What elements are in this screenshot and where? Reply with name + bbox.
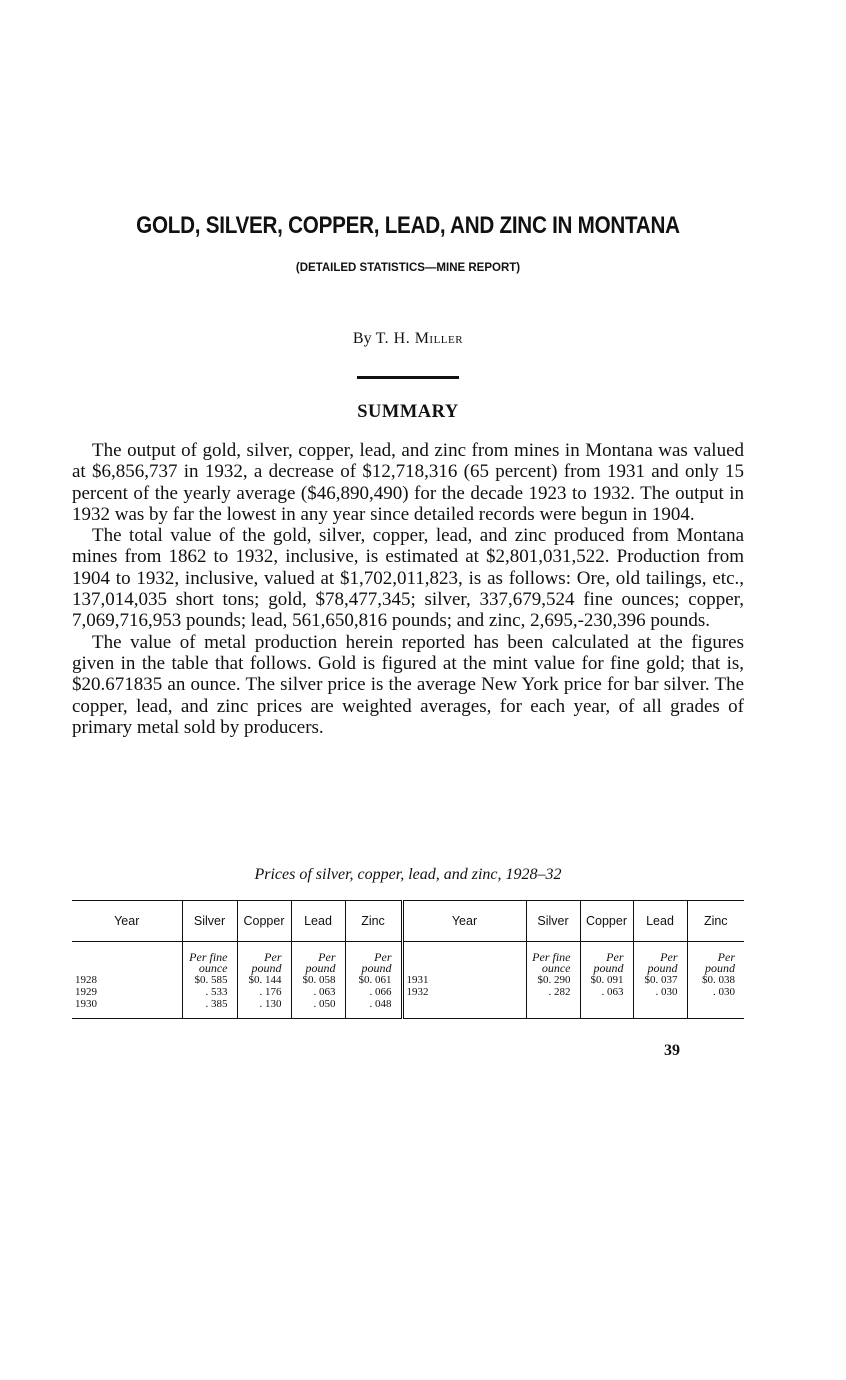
copper-cell <box>237 942 291 1019</box>
header-zinc: Zinc <box>687 901 744 942</box>
price-value: $0. 061 <box>358 974 392 986</box>
prices-table <box>72 900 744 1019</box>
unit-label: pound <box>361 961 392 975</box>
zinc-cell <box>687 942 744 1019</box>
header-copper: Copper <box>580 901 633 942</box>
price-value: . 030 <box>655 986 678 998</box>
header-lead: Lead <box>633 901 687 942</box>
unit-label: pound <box>647 961 678 975</box>
author-line <box>0 330 816 348</box>
table-caption: Prices of silver, copper, lead, and zinc, 1928–32 <box>254 866 562 883</box>
silver-cell <box>526 942 580 1019</box>
lead-cell <box>633 942 687 1019</box>
unit-label: Per <box>717 950 735 964</box>
year: 1929 <box>75 986 97 998</box>
price-value: $0. 058 <box>302 974 336 986</box>
header-copper: Copper <box>237 901 291 942</box>
price-value: . 050 <box>313 998 336 1010</box>
price-value: $0. 091 <box>590 974 624 986</box>
price-value: . 030 <box>713 986 735 998</box>
silver-cell <box>182 942 237 1019</box>
author-name: T. H. Miller <box>375 330 464 347</box>
price-value: . 176 <box>259 986 282 998</box>
document-subtitle: (DETAILED STATISTICS—MINE REPORT) <box>295 262 521 274</box>
unit-label: pound <box>593 961 624 975</box>
year-cell <box>402 942 526 1019</box>
header-silver: Silver <box>182 901 237 942</box>
price-value: . 385 <box>205 998 228 1010</box>
unit-label: Per fine <box>189 950 228 964</box>
unit-label: Per <box>318 950 336 964</box>
page-number: 39 <box>664 1042 680 1059</box>
paragraph: The output of gold, silver, copper, lead, and zinc from mines in Montana was valued at $6,856,737 in 1932, a decrease of $12,718,316 (65 percent) from 1931 and only 15 percent of the yearly average ($46,890,490) for the decade 1923 to 1932. The output in 1932 was by far the lowest in any year since detailed records were begun in 1904. <box>72 440 744 525</box>
paragraph: The value of metal production herein reported has been calculated at the figures given in the table that follows. Gold is figured at the mint value for fine gold; that is, $20.671835 an ounce. The silver price is the average New York price for bar silver. The copper, lead, and zinc prices are weighted averages, for each year, of all grades of primary metal sold by producers. <box>72 631 744 738</box>
price-value: . 066 <box>369 986 392 998</box>
price-value: . 063 <box>601 986 624 998</box>
document-title: GOLD, SILVER, COPPER, LEAD, AND ZINC IN MONTANA <box>136 212 680 239</box>
section-heading: SUMMARY <box>357 402 459 422</box>
unit-label: Per <box>660 950 678 964</box>
price-value: $0. 144 <box>248 974 282 986</box>
price-value: $0. 038 <box>702 974 735 986</box>
year-cell <box>72 942 182 1019</box>
price-value: $0. 585 <box>194 974 228 986</box>
year: 1931 <box>406 974 429 986</box>
header-year: Year <box>402 901 526 942</box>
table-header-row <box>72 901 744 942</box>
unit-label: pound <box>251 961 282 975</box>
summary-text <box>72 440 744 738</box>
author-by: By <box>352 330 372 347</box>
unit-label: Per <box>374 950 392 964</box>
year: 1930 <box>75 998 97 1010</box>
unit-label: ounce <box>198 961 228 975</box>
price-value: $0. 290 <box>537 974 571 986</box>
year: 1932 <box>406 986 429 998</box>
unit-label: pound <box>305 961 336 975</box>
price-value: $0. 037 <box>644 974 678 986</box>
header-lead: Lead <box>291 901 345 942</box>
paragraph: The total value of the gold, silver, copper, lead, and zinc produced from Montana mines from 1862 to 1932, inclusive, is estimated at $2,801,031,522. Production from 1904 to 1932, inclusive, valued at $1,702,011,823, is as follows: Ore, old tailings, etc., 137,014,035 short tons; gold, $78,477,345; silver, 337,679,524 fine ounces; copper, 7,069,716,953 pounds; lead, 561,650,816 pounds; and zinc, 2,695,-230,396 pounds. <box>72 525 744 632</box>
unit-label: pound <box>705 961 735 975</box>
header-zinc: Zinc <box>345 901 402 942</box>
unit-label: ounce <box>541 961 571 975</box>
year: 1928 <box>75 974 97 986</box>
lead-cell <box>291 942 345 1019</box>
table-body-row <box>72 942 744 1019</box>
price-value: . 063 <box>313 986 336 998</box>
unit-label: Per <box>606 950 624 964</box>
price-value: . 282 <box>548 986 571 998</box>
unit-label: Per fine <box>532 950 571 964</box>
price-value: . 533 <box>205 986 228 998</box>
header-year: Year <box>72 901 182 942</box>
price-value: . 130 <box>259 998 282 1010</box>
unit-label: Per <box>264 950 282 964</box>
copper-cell <box>580 942 633 1019</box>
header-silver: Silver <box>526 901 580 942</box>
divider-rule <box>357 376 459 379</box>
zinc-cell <box>345 942 402 1019</box>
price-value: . 048 <box>369 998 392 1010</box>
